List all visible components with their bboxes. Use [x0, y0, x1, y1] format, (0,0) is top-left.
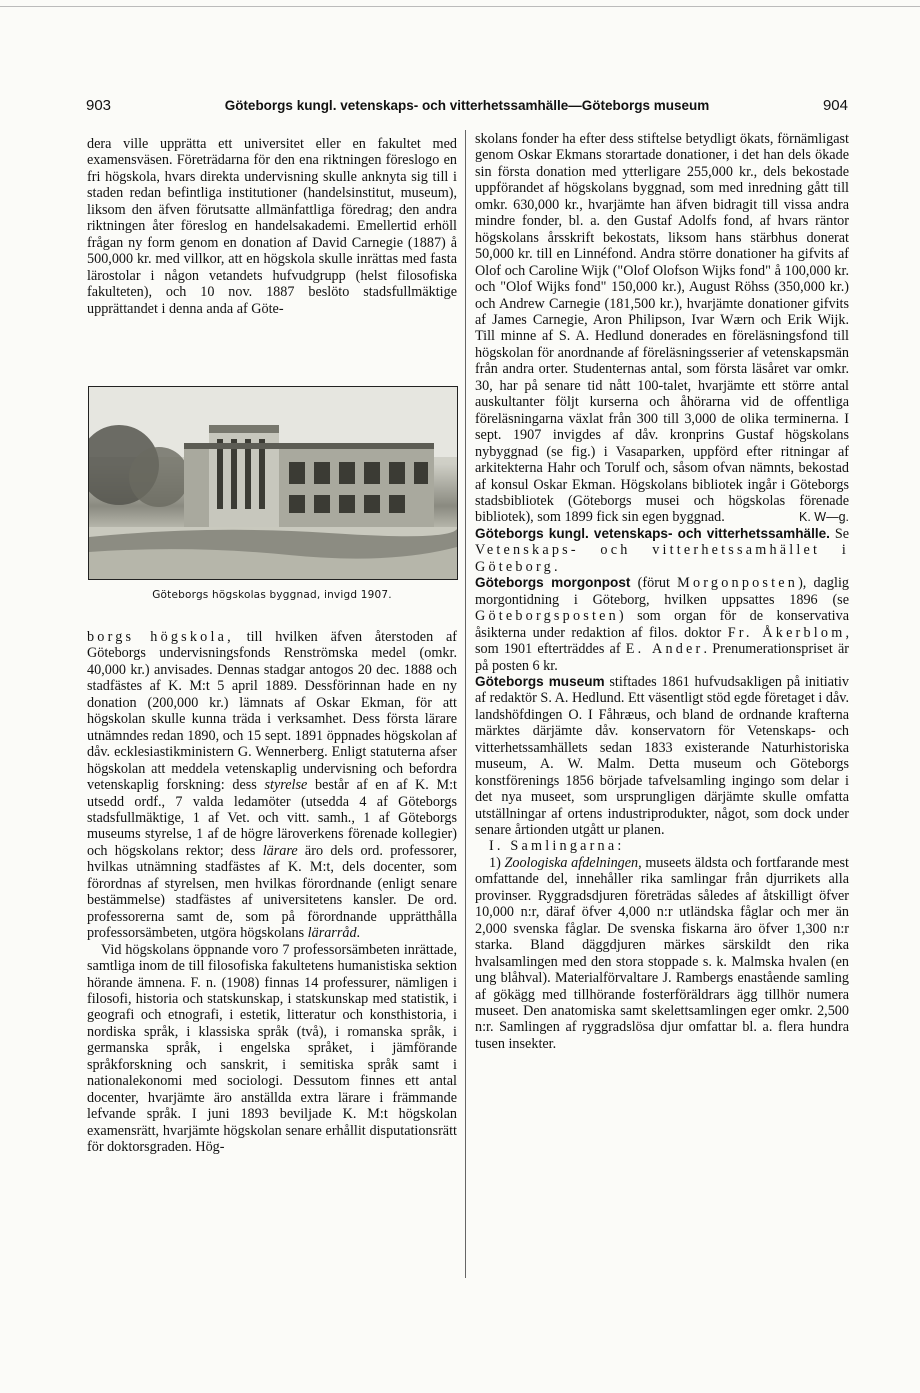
entry-morgonpost: [475, 575, 849, 674]
text-run: ), daglig morgontidning i Göteborg, hvilken uppsattes 1896 (se: [475, 575, 849, 608]
paragraph: [87, 629, 457, 942]
top-edge-line: [0, 6, 920, 7]
paragraph: [475, 855, 849, 1052]
italic-term: lärarråd: [307, 925, 357, 942]
cross-reference: Vetenskaps- och vitterhetssamhället i Göteborg: [475, 542, 849, 575]
spaced-term: I. Samlingarna:: [489, 838, 625, 855]
building-photo: [88, 386, 458, 580]
text-run: skolans fonder ha efter dess stiftelse betydligt ökats, förnämligast genom Oskar Ekmans storartade donationer, i det han dels ökade sin första donation med ytterligare 255,000 kr., dels bekostade uppförandet af högskolans byggnad, som med inredning gått till omkr. 630,000 kr., hvarjämte han äfven bidragit till vissa andra mindre fonder, bl. a. den Gustaf Adolfs fond, af hvars räntor högskolans årsskrift bekostats, liksom hans stärbhus donerat 50,000 kr. till en Linnéfond. Andra större donationer ha gifvits af Olof och Caroline Wijk ("Olof Olofson Wijks fond" å 100,000 kr. och "Olof Wijks fond" 150,000 kr.), August Röhss (350,000 kr.) och Andrew Carnegie (181,500 kr.), hvarjämte donationer gifvits af James Carnegie, Aron Philipson, Ivar Wærn och Erik Wijk. Till minne af S. A. Hedlund donerades en föreläsningsfond till högskolan för anordnande af föreläsningsserier af vetenskapsmän från andra orter. Studenternas antal, som första läsåret var omkr. 30, har på senare tid nått 100-talet, hvarjämte ett större antal auskultanter följt kurserna och åhörarna vid de offentliga föreläsningarna växlat från 300 till 3,000 de olika terminerna. I sept. 1907 invigdes af dåv. kronprins Gustaf högskolans nybyggnad (se fig.) i Vasaparken, uppförd efter ritningar af arkitekterna Hahr och Torulf och, såsom ofvan nämnts, bekostad af konsul Oskar Ekman. Högskolans bibliotek ingår i Göteborgs stadsbibliotek (Göteborgs musei och högskolas förenade bibliotek), som 1899 fick sin egen byggnad.: [475, 131, 849, 526]
entry-vetenskapssamhalle: [475, 526, 849, 575]
right-column: [475, 131, 849, 1052]
page-number-left: 903: [86, 97, 112, 114]
text-run: 1): [489, 854, 505, 871]
spaced-term: borgs högskola,: [87, 629, 234, 645]
text-run: består af en af K. M:t utsedd ordf., 7 valda ledamöter (utsedda 4 af Göteborgs stadsfullmäktige, 1 af Vet. och vitt. samh., 1 af Göteborgs museums styrelse, 1 af de högre läroverkens förenade kollegier) och högskolans rektor; dess: [87, 777, 457, 859]
section-heading: [475, 838, 849, 854]
figure-caption: Göteborgs högskolas byggnad, invigd 1907.: [152, 589, 392, 601]
spaced-term: E. Ander: [625, 641, 704, 658]
left-column-top: [87, 136, 457, 317]
paragraph: dera ville upprätta ett universitet eller en fakultet med examensväsen. Företrädarna för den ena riktningen föreslogo en fri högskola, hvars direkta undervisning skulle anknyta sig till i staden redan befintliga institutioner (handelsinstitut, museum), liksom den äfven förutsatte allmänfattliga föredrag; den andra riktningen åter föreslog en handelsakademi. Emellertid erhöll frågan ny form genom en donation af David Carnegie (1887) å 500,000 kr. med villkor, att en högskola skulle inrättas med fasta lärostolar i någon vetandets hufvudgrupp (helst filosofiska fakulteten), och 10 nov. 1887 beslöto stadsfullmäktige upprättandet i denna anda af Göte-: [87, 136, 457, 317]
text-run: äro dels ord. professorer, hvilkas utnämning stadfästes af K. M:t, dels docenter, som förordnas af styrelsen, men hvilkas förordnande (enligt senare bestämmelse) stadfästes af universitetens kansler. De ord. professorerna samt de, som på förordnande upprätthålla professorsämbeten, utgöra högskolans: [87, 842, 457, 942]
paragraph: [475, 131, 849, 526]
italic-term: Zoologiska afdelningen: [504, 854, 639, 871]
text-run: till hvilken äfven återstoden af Göteborgs undervisningsfonds Renströmska medel (omkr. 40,000 kr.) anvisades. Dennas stadgar antogos 20 dec. 1888 och stadfästes af K. M:t 5 april 1889. Dessförinnan hade en ny donation (200,000 kr.) lämnats af Oskar Ekman, för att högskolan skulle kunna träda i verksamhet. Dess första lärare utnämndes redan 1890, och 15 sept. 1891 öppnades högskolan af dåv. ecklesiastikministern G. Wennerberg. Enligt statuterna afser högskolan att meddela vetenskaplig undervisning och befordra vetenskaplig forskning: dess: [87, 629, 458, 794]
running-title: Göteborgs kungl. vetenskaps- och vitterhetssamhälle—Göteborgs museum: [224, 98, 710, 113]
page-number-right: 904: [822, 97, 848, 114]
spaced-term: Göteborgsposten: [475, 608, 619, 625]
author-signature: K. W—g.: [798, 510, 849, 525]
entry-heading: Göteborgs morgonpost: [475, 575, 631, 591]
text-run: , museets äldsta och fortfarande mest omfattande del, innehåller rika samlingar från djurrikets alla provinser. Ryggradsdjuren företrädas således af åtskilligt öfver 10,000 n:r, däraf öfver 4,000 n:r utländska fåglar och mer än 2,000 svenska fåglar. De svenska fiskarna äro öfver 1,300 n:r starka. Bland däggdjuren märkes särskildt den rika hvalsamlingen med den stora stoppade s. k. Malmska hvalen (en ung blåhval). Materialförvaltare J. Rambergs enastående samling af gökägg med tillhörande fosterföräldrars ägg tillhör numera museet. Den anatomiska samt skelettsamlingen eger omkr. 2,500 n:r. Samlingen af ryggradslösa djur omfattar bl. a. flera hundra tusen insekter.: [475, 854, 849, 1052]
building-illustration: [89, 387, 457, 579]
text-run: .: [553, 558, 558, 575]
text-run: stiftades 1861 hufvudsakligen på initiativ af redaktör S. A. Hedlund. Ett väsentligt stöd egde företaget i dåv. landshöfdingen O. I Fåhræus, och bland de ordnande krafterna märktes därjämte dåv. konservatorn för Vetenskaps- och vitterhetssamhällets sedan 1833 existerande Naturhistoriska museum, A. W. Malm. Detta museum och Göteborgs konstförenings 1856 började tafvelsamling ingingo som delar i det nya museet, som ursprungligen därjämte skulle omfatta utställningar af ortens industriprodukter, något, som dock under senare årtionden utgått ur planen.: [475, 673, 850, 839]
running-header: [86, 97, 848, 121]
text-run: .: [356, 925, 361, 942]
text-run: (förut: [630, 575, 678, 592]
entry-heading: Göteborgs museum: [475, 673, 605, 689]
italic-term: styrelse: [264, 777, 308, 794]
text-run: Se: [829, 525, 850, 542]
spaced-term: Fr. Åkerblom: [727, 624, 846, 641]
column-divider: [465, 130, 466, 1278]
text-run: ) som organ för de konservativa åsikterna under redaktion af filos. doktor: [475, 608, 849, 641]
text-run: . Prenumerationspriset är på posten 6 kr.: [475, 641, 849, 674]
text-run: , som 1901 efterträddes af: [475, 624, 849, 658]
italic-term: lärare: [262, 842, 298, 859]
entry-museum: [475, 674, 849, 839]
spaced-term: Morgonposten: [677, 575, 799, 592]
entry-heading: Göteborgs kungl. vetenskaps- och vitterhetssamhälle.: [475, 525, 830, 541]
paragraph: Vid högskolans öppnande voro 7 professorsämbeten inrättade, samtliga inom de till filosofiska fakultetens humanistiska sektion hörande ämnena. F. n. (1908) finnas 14 professurer, nämligen i filosofi, historia och statskunskap, i statskunskap med statistik, i geografi och etnografi, i estetik, litteratur och konsthistoria, i nordiska språk, i klassiska språk (två), i romanska språk, i germanska språk, i engelska språket, i jämförande språkforskning och sanskrit, i semitiska språk samt i nationalekonomi med sociologi. Dessutom finnes ett antal docenter, hvarjämte äro anställda extra lärare i främmande lefvande språk. I juni 1893 beviljade K. M:t högskolan examensrätt, hvarjämte högskolan senare erhållit disputationsrätt för doktorsgraden. Hög-: [87, 941, 457, 1156]
left-column-bottom: [87, 629, 457, 1156]
